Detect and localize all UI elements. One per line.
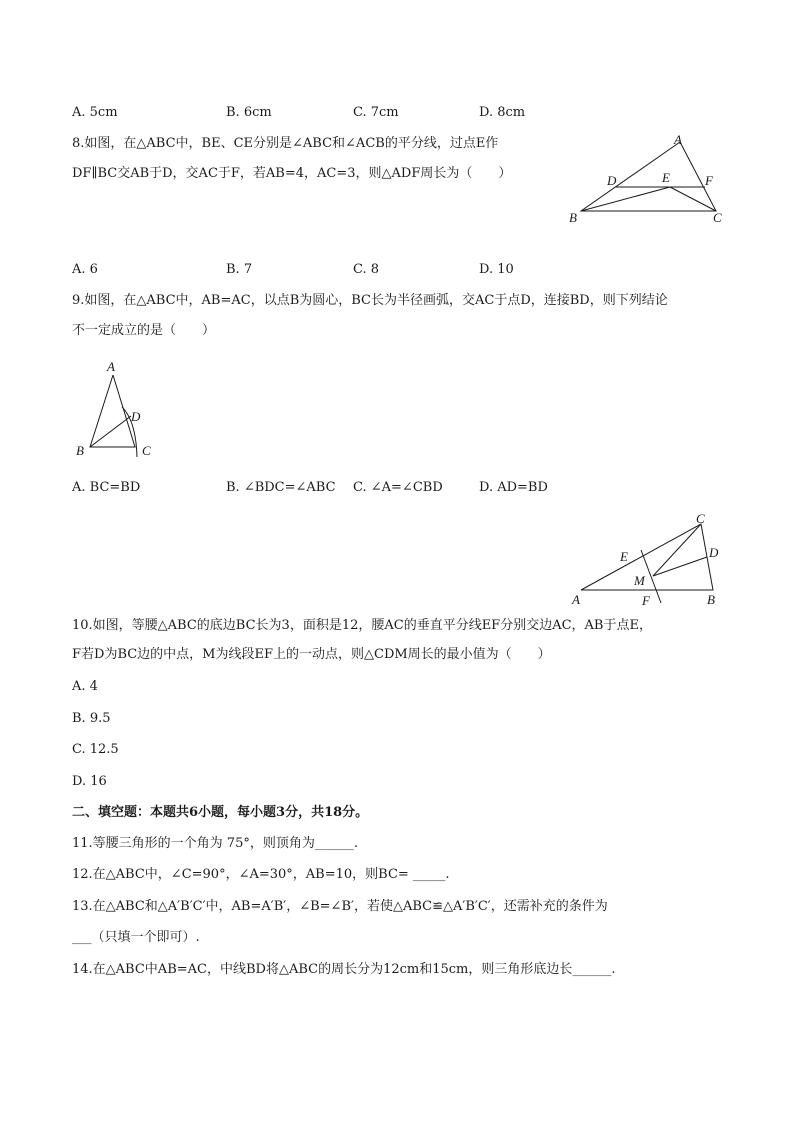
q10-label-e: E	[620, 549, 628, 564]
q9-option-a: A. BC=BD	[72, 480, 141, 495]
section-heading: 二、填空题：本题共6小题，每小题3分，共18分。	[72, 805, 369, 820]
q13-question-line2: ___（只填一个即可）.	[72, 930, 200, 945]
q8-question-line1: 8.如图，在△ABC中，BE、CE分别是∠ABC和∠ACB的平分线，过点E作	[72, 136, 499, 151]
q10-triangle	[581, 524, 713, 590]
q7-option-d: D. 8cm	[479, 105, 526, 120]
q7-option-a: A. 5cm	[72, 105, 118, 120]
q14-question: 14.在△ABC中AB=AC，中线BD将△ABC的周长分为12cm和15cm，则三角形底边长______.	[72, 962, 616, 977]
q9-label-c: C	[142, 443, 151, 458]
q10-label-m: M	[634, 573, 645, 588]
q8-option-c: C. 8	[353, 262, 380, 277]
q10-segment-cm	[653, 524, 701, 576]
q7-option-b: B. 6cm	[226, 105, 272, 120]
q9-label-d: D	[131, 409, 141, 424]
q8-label-e: E	[662, 170, 670, 185]
q12-question: 12.在△ABC中，∠C=90°，∠A=30°，AB=10，则BC= _____.	[72, 867, 450, 882]
q9-option-b: B. ∠BDC=∠ABC	[226, 480, 336, 495]
q8-option-b: B. 7	[226, 262, 253, 277]
q10-option-a: A. 4	[72, 679, 98, 694]
q8-label-c: C	[713, 210, 722, 225]
q10-label-c: C	[696, 511, 705, 526]
q8-label-d: D	[607, 173, 617, 188]
q9-option-d: D. AD=BD	[479, 480, 548, 495]
q10-option-c: C. 12.5	[72, 742, 119, 757]
q9-option-c: C. ∠A=∠CBD	[353, 480, 443, 495]
q8-label-b: B	[569, 210, 577, 225]
q9-label-a: A	[107, 359, 115, 374]
q9-label-b: B	[76, 443, 84, 458]
q11-question: 11.等腰三角形的一个角为 75°，则顶角为______.	[72, 836, 358, 851]
q9-triangle	[90, 375, 135, 447]
q10-figure	[565, 510, 730, 610]
q8-label-a: A	[674, 132, 682, 147]
q10-label-d: D	[709, 545, 719, 560]
q8-option-d: D. 10	[479, 262, 514, 277]
q10-question-line1: 10.如图，等腰△ABC的底边BC长为3，面积是12，腰AC的垂直平分线EF分别交边AC，AB于点E，	[72, 618, 652, 633]
q10-option-d: D. 16	[72, 774, 107, 789]
q10-label-f: F	[642, 593, 650, 608]
q8-question-line2: DF∥BC交AB于D，交AC于F，若AB=4，AC=3，则△ADF周长为（ ）	[72, 166, 512, 181]
q9-question-line1: 9.如图，在△ABC中，AB=AC，以点B为圆心，BC长为半径画弧，交AC于点D，连接BD，则下列结论	[72, 293, 668, 308]
q9-figure	[70, 355, 180, 465]
q9-segment-bd	[90, 416, 131, 447]
q10-option-b: B. 9.5	[72, 711, 111, 726]
q10-label-a: A	[572, 592, 580, 607]
q13-question-line1: 13.在△ABC和△A′B′C′中，AB=A′B′，∠B=∠B′，若使△ABC≌△A′B′C′，还需补充的条件为	[72, 899, 608, 914]
q8-label-f: F	[705, 173, 713, 188]
q8-option-a: A. 6	[72, 262, 98, 277]
q7-option-c: C. 7cm	[353, 105, 399, 120]
q10-label-b: B	[707, 592, 715, 607]
q9-question-line2: 不一定成立的是（ ）	[72, 323, 216, 338]
q8-segment-be	[581, 187, 670, 211]
q8-figure	[565, 130, 730, 230]
q10-question-line2: F若D为BC边的中点，M为线段EF上的一动点，则△CDM周长的最小值为（ ）	[72, 647, 551, 662]
q8-segment-ce	[670, 187, 716, 211]
